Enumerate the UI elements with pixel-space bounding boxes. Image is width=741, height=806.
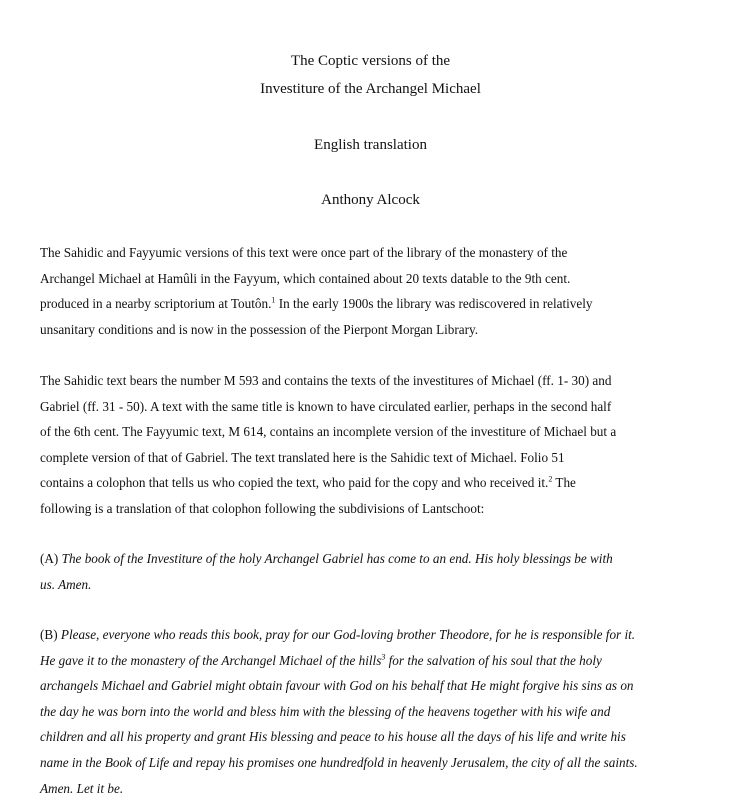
paragraph-sahidic [40, 368, 720, 522]
text-line: Archangel Michael at Hamûli in the Fayyum, which contained about 20 texts datable to the 9th cent. [40, 270, 571, 286]
text-span: contains a colophon that tells us who copied the text, who paid for the copy and who received it. [40, 475, 549, 491]
text-span: The [552, 475, 576, 491]
text-span: for the salvation of his soul that the holy [385, 652, 602, 668]
text-line: The Sahidic text bears the number M 593 and contains the texts of the investitures of Michael (ff. 1- 30) and [40, 373, 612, 388]
footnote-marker-2[interactable]: 2 [548, 474, 553, 484]
footnote-marker-3[interactable]: 3 [381, 652, 386, 662]
text-line: archangels Michael and Gabriel might obtain favour with God on his behalf that He might forgive his sins as on [40, 678, 634, 694]
text-line [40, 470, 720, 496]
text-span: The book of the Investiture of the holy Archangel Gabriel has come to an end. His holy blessings be with [61, 551, 613, 566]
paragraph-colophon-a [40, 546, 720, 597]
text-line: of the 6th cent. The Fayyumic text, M 614, contains an incomplete version of the investiture of Michael but a [40, 424, 617, 440]
text-line [40, 622, 720, 648]
text-line [40, 291, 720, 317]
text-line: the day he was born into the world and bless him with the blessing of the heavens together with his wife and [40, 703, 611, 719]
text-line: unsanitary conditions and is now in the possession of the Pierpont Morgan Library. [40, 321, 479, 337]
text-line: children and all his property and grant His blessing and peace to his house all the days of his life and write his [40, 729, 626, 745]
section-label-b: (B) [40, 627, 61, 642]
text-line [40, 546, 720, 572]
text-line: following is a translation of that colophon following the subdivisions of Lantschoot: [40, 500, 485, 516]
text-line [40, 648, 720, 674]
paragraph-intro [40, 240, 720, 342]
text-line: us. Amen. [40, 576, 92, 592]
text-line: name in the Book of Life and repay his promises one hundredfold in heavenly Jerusalem, the city of all the saints. [40, 754, 638, 770]
paragraph-colophon-b [40, 622, 720, 801]
text-line: complete version of that of Gabriel. The text translated here is the Sahidic text of Michael. Folio 51 [40, 449, 565, 465]
text-span: In the early 1900s the library was rediscovered in relatively [275, 296, 593, 312]
text-line: Gabriel (ff. 31 - 50). A text with the same title is known to have circulated earlier, perhaps in the second half [40, 398, 612, 414]
text-span: He gave it to the monastery of the Archangel Michael of the hills [40, 652, 382, 668]
text-span: produced in a nearby scriptorium at Toutôn. [40, 296, 272, 312]
author: Anthony Alcock [321, 192, 420, 208]
text-span: Please, everyone who reads this book, pray for our God-loving brother Theodore, for he is responsible for it. [60, 627, 636, 642]
section-label-a: (A) [40, 551, 62, 566]
title-line-2: Investiture of the Archangel Michael [260, 81, 481, 97]
text-line: Amen. Let it be. [40, 780, 124, 796]
text-line: The Sahidic and Fayyumic versions of this text were once part of the library of the monastery of the [40, 245, 568, 260]
subtitle: English translation [314, 137, 427, 153]
title-line-1: The Coptic versions of the [290, 53, 451, 69]
footnote-marker-1[interactable]: 1 [271, 295, 276, 305]
